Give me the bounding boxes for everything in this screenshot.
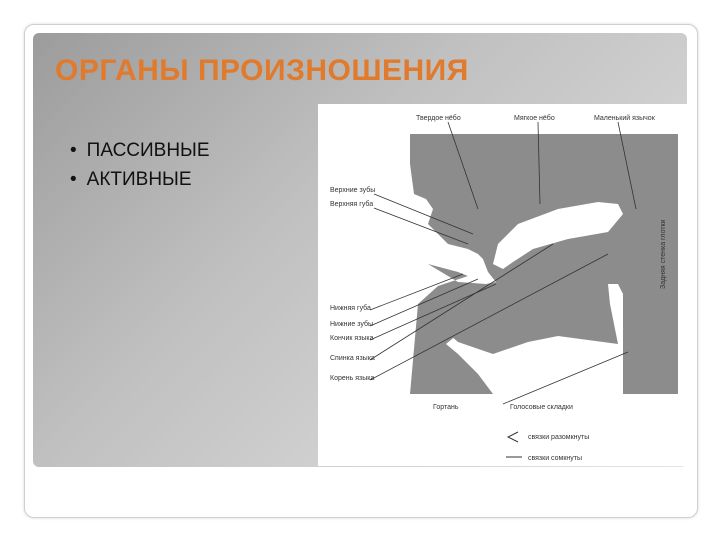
legend-open-text: связки разомкнуты — [528, 434, 590, 441]
speech-organs-svg — [318, 104, 687, 466]
label-tongue-back: Спинка языка — [330, 355, 375, 362]
label-upper-lip: Верхняя губа — [330, 201, 374, 208]
label-pharynx-wall: Задняя стенка глотки — [660, 219, 667, 289]
label-lower-lip: Нижняя губа — [330, 305, 371, 312]
label-tongue-tip: Кончик языка — [330, 335, 374, 342]
label-tongue-root: Корень языка — [330, 375, 375, 382]
bullet-passive: • ПАССИВНЫЕ — [70, 140, 210, 162]
vocal-tract-shape — [410, 134, 678, 394]
label-larynx: Гортань — [433, 404, 459, 411]
legend-open-icon — [508, 432, 518, 442]
slide-title: ОРГАНЫ ПРОИЗНОШЕНИЯ — [55, 54, 469, 87]
label-lower-teeth: Нижние зубы — [330, 321, 374, 328]
label-soft-palate: Мягкое нёбо — [514, 115, 555, 122]
speech-organs-diagram — [318, 104, 687, 466]
bullet-active: • АКТИВНЫЕ — [70, 169, 210, 191]
label-hard-palate: Твердое нёбо — [416, 115, 461, 122]
label-uvula: Маленький язычок — [594, 115, 655, 122]
label-upper-teeth: Верхние зубы — [330, 187, 376, 194]
legend — [506, 432, 589, 462]
bullet-list — [70, 140, 210, 198]
label-vocal-folds: Голосовые складки — [510, 404, 573, 411]
legend-closed-text: связки сомкнуты — [528, 455, 583, 462]
